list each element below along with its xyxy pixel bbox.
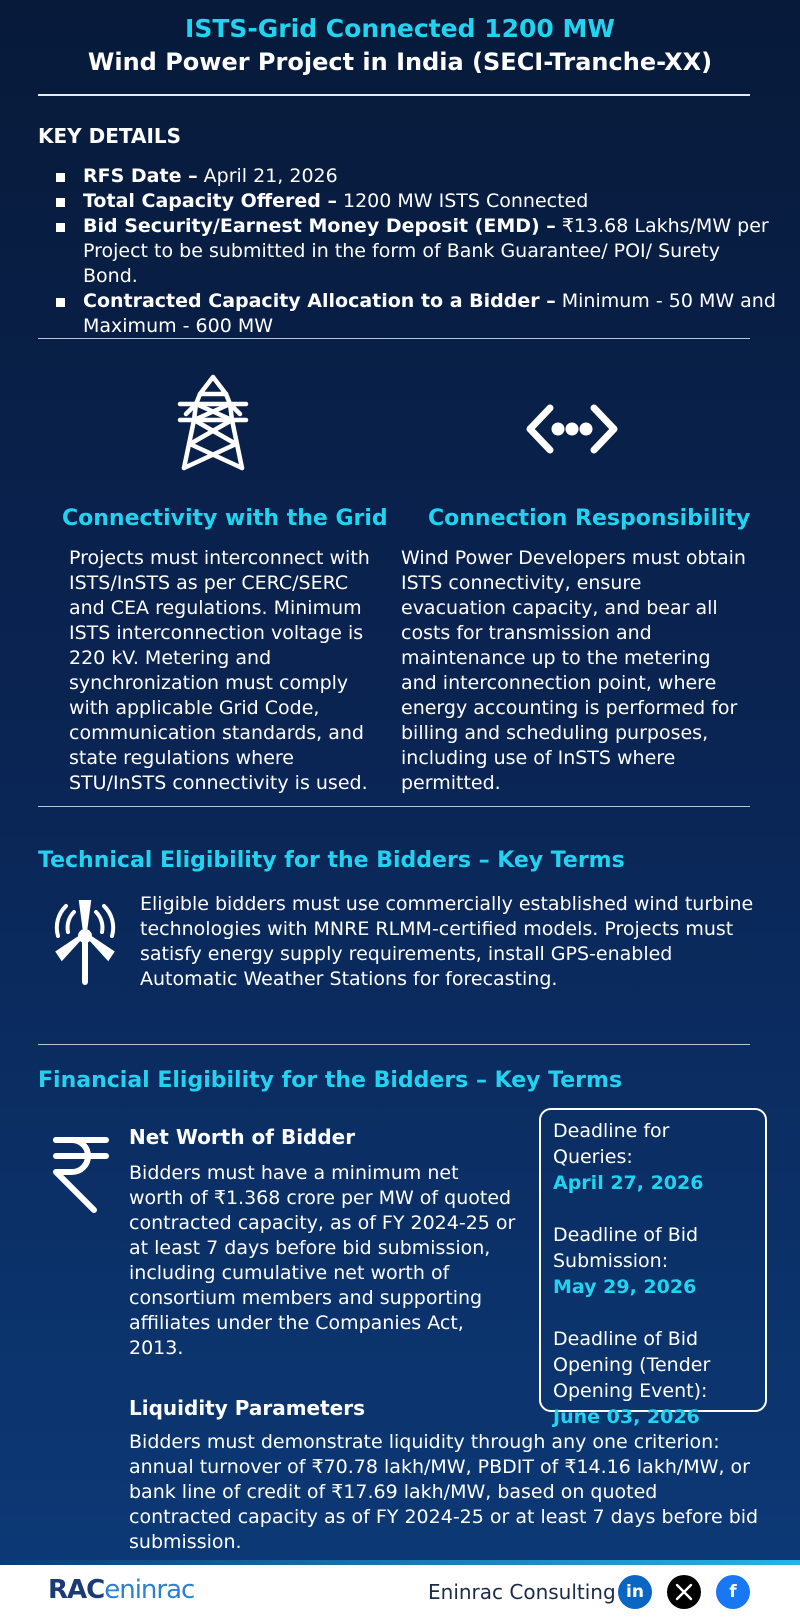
footer-accent-bar xyxy=(0,1560,800,1565)
technical-heading: Technical Eligibility for the Bidders – Key Terms xyxy=(38,848,625,873)
responsibility-heading: Connection Responsibility xyxy=(428,506,751,531)
financial-heading: Financial Eligibility for the Bidders – Key Terms xyxy=(38,1068,623,1093)
company-name: Eninrac Consulting xyxy=(428,1580,616,1604)
connectivity-text: Projects must interconnect with ISTS/InSTS as per CERC/SERC and CEA regulations. Minimum ISTS interconnection voltage is 220 kV. Metering and synchronization must comply with applicable Grid Code, communication standards, and state regulations where STU/InSTS connectivity is used. xyxy=(69,547,370,794)
connectivity-heading: Connectivity with the Grid xyxy=(62,506,388,531)
liquidity-text: Bidders must demonstrate liquidity through any one criterion: annual turnover of ₹70.78 lakh/MW, PBDIT of ₹14.16 lakh/MW, or bank line of credit of ₹17.69 lakh/MW, based on quoted contracted capacity as of FY 2024-25 or at least 7 days before bid submission. xyxy=(129,1431,759,1553)
wind-turbine-icon xyxy=(52,896,118,986)
responsibility-text: Wind Power Developers must obtain ISTS connectivity, ensure evacuation capacity, and bear all costs for transmission and maintenance up to the metering and interconnection point, where energy accounting is performed for billing and scheduling purposes, including use of InSTS where permitted. xyxy=(401,547,746,794)
eninrac-logo: RACeninrac xyxy=(48,1575,195,1605)
linkedin-icon[interactable]: in xyxy=(618,1575,652,1609)
key-details-list xyxy=(38,164,778,339)
deadlines-box xyxy=(539,1108,767,1428)
x-icon[interactable] xyxy=(667,1575,701,1609)
connection-arrows-icon xyxy=(524,402,620,456)
net-worth-text: Bidders must have a minimum net worth of ₹1.368 crore per MW of quoted contracted capacity, as of FY 2024-25 or at least 7 days before bid submission, including cumulative net worth of consortium members and supporting affiliates under the Companies Act, 2013. xyxy=(129,1162,516,1359)
key-details-heading: KEY DETAILS xyxy=(38,124,182,148)
list-item: RFS Date – April 21, 2026 xyxy=(38,164,778,189)
list-item: Contracted Capacity Allocation to a Bidder – Minimum - 50 MW and Maximum - 600 MW xyxy=(38,289,778,339)
divider xyxy=(38,806,750,807)
divider xyxy=(38,94,750,96)
list-item: Total Capacity Offered – 1200 MW ISTS Connected xyxy=(38,189,778,214)
title-line-2: Wind Power Project in India (SECI-Tranche-XX) xyxy=(87,48,713,76)
list-item: Bid Security/Earnest Money Deposit (EMD) – ₹13.68 Lakhs/MW per Project to be submitted in the form of Bank Guarantee/ POI/ Surety Bond. xyxy=(38,214,778,289)
rupee-icon xyxy=(52,1134,110,1214)
deadline-opening: Deadline of Bid Opening (Tender Opening Event): June 03, 2026 xyxy=(553,1328,711,1428)
deadline-queries: Deadline for Queries: April 27, 2026 xyxy=(553,1120,704,1194)
facebook-icon[interactable]: f xyxy=(716,1575,750,1609)
liquidity-heading: Liquidity Parameters xyxy=(129,1396,366,1420)
transmission-tower-icon xyxy=(176,374,250,472)
divider xyxy=(38,1044,750,1045)
divider xyxy=(38,338,750,339)
net-worth-heading: Net Worth of Bidder xyxy=(129,1125,356,1149)
technical-text: Eligible bidders must use commercially established wind turbine technologies with MNRE RLMM-certified models. Projects must satisfy energy supply requirements, install GPS-enabled Automatic Weather Stations for forecasting. xyxy=(140,893,754,990)
deadline-submission: Deadline of Bid Submission: May 29, 2026 xyxy=(553,1224,699,1298)
title-line-1: ISTS-Grid Connected 1200 MW xyxy=(185,14,615,43)
